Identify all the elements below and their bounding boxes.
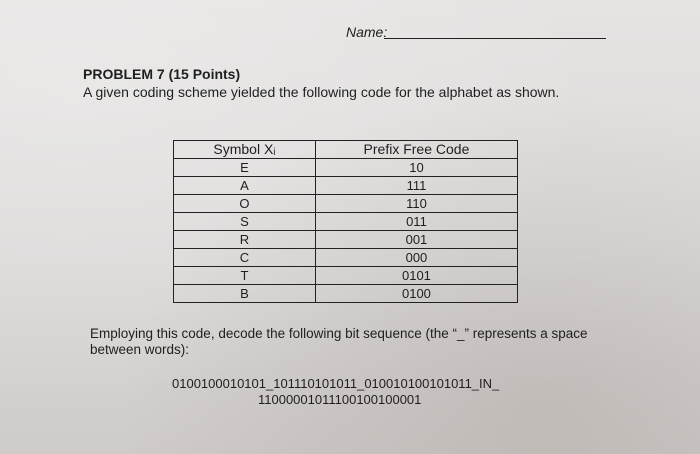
table-row — [174, 231, 518, 249]
bit-sequence — [172, 376, 499, 408]
table-row — [174, 267, 518, 285]
symbol-cell: O — [174, 195, 316, 213]
bit-sequence-line-1: 0100100010101_101110101011_010010100101011_IN_ — [172, 376, 500, 391]
table-row — [174, 195, 518, 213]
symbol-cell: E — [174, 159, 316, 177]
decode-instruction: Employing this code, decode the following bit sequence (the “_” represents a space between words): — [90, 326, 588, 357]
table-row — [174, 213, 518, 231]
symbol-cell: S — [174, 213, 316, 231]
table-row — [174, 249, 518, 267]
symbol-cell: A — [174, 177, 316, 195]
code-cell: 000 — [315, 249, 517, 267]
table-row — [174, 159, 518, 177]
name-label: Name: — [346, 24, 388, 40]
name-underline — [384, 38, 606, 39]
symbol-cell: T — [174, 267, 316, 285]
code-cell: 10 — [315, 159, 517, 177]
code-cell: 0101 — [315, 267, 517, 285]
table-header-row — [174, 141, 518, 159]
code-cell: 111 — [315, 177, 517, 195]
symbol-cell: R — [174, 231, 316, 249]
problem-statement: A given coding scheme yielded the following code for the alphabet as shown. — [83, 84, 560, 100]
code-cell: 001 — [315, 231, 517, 249]
symbol-cell: B — [174, 285, 316, 303]
problem-title: PROBLEM 7 (15 Points) — [83, 66, 241, 82]
code-cell: 110 — [315, 195, 517, 213]
code-table — [173, 140, 518, 303]
code-cell: 011 — [315, 213, 517, 231]
bit-sequence-line-2: 11000001011100100100001 — [258, 392, 422, 407]
table-row — [174, 285, 518, 303]
header-prefix-code: Prefix Free Code — [315, 141, 517, 159]
table-row — [174, 177, 518, 195]
header-symbol: Symbol Xᵢ — [174, 141, 316, 159]
symbol-cell: C — [174, 249, 316, 267]
code-cell: 0100 — [315, 285, 517, 303]
